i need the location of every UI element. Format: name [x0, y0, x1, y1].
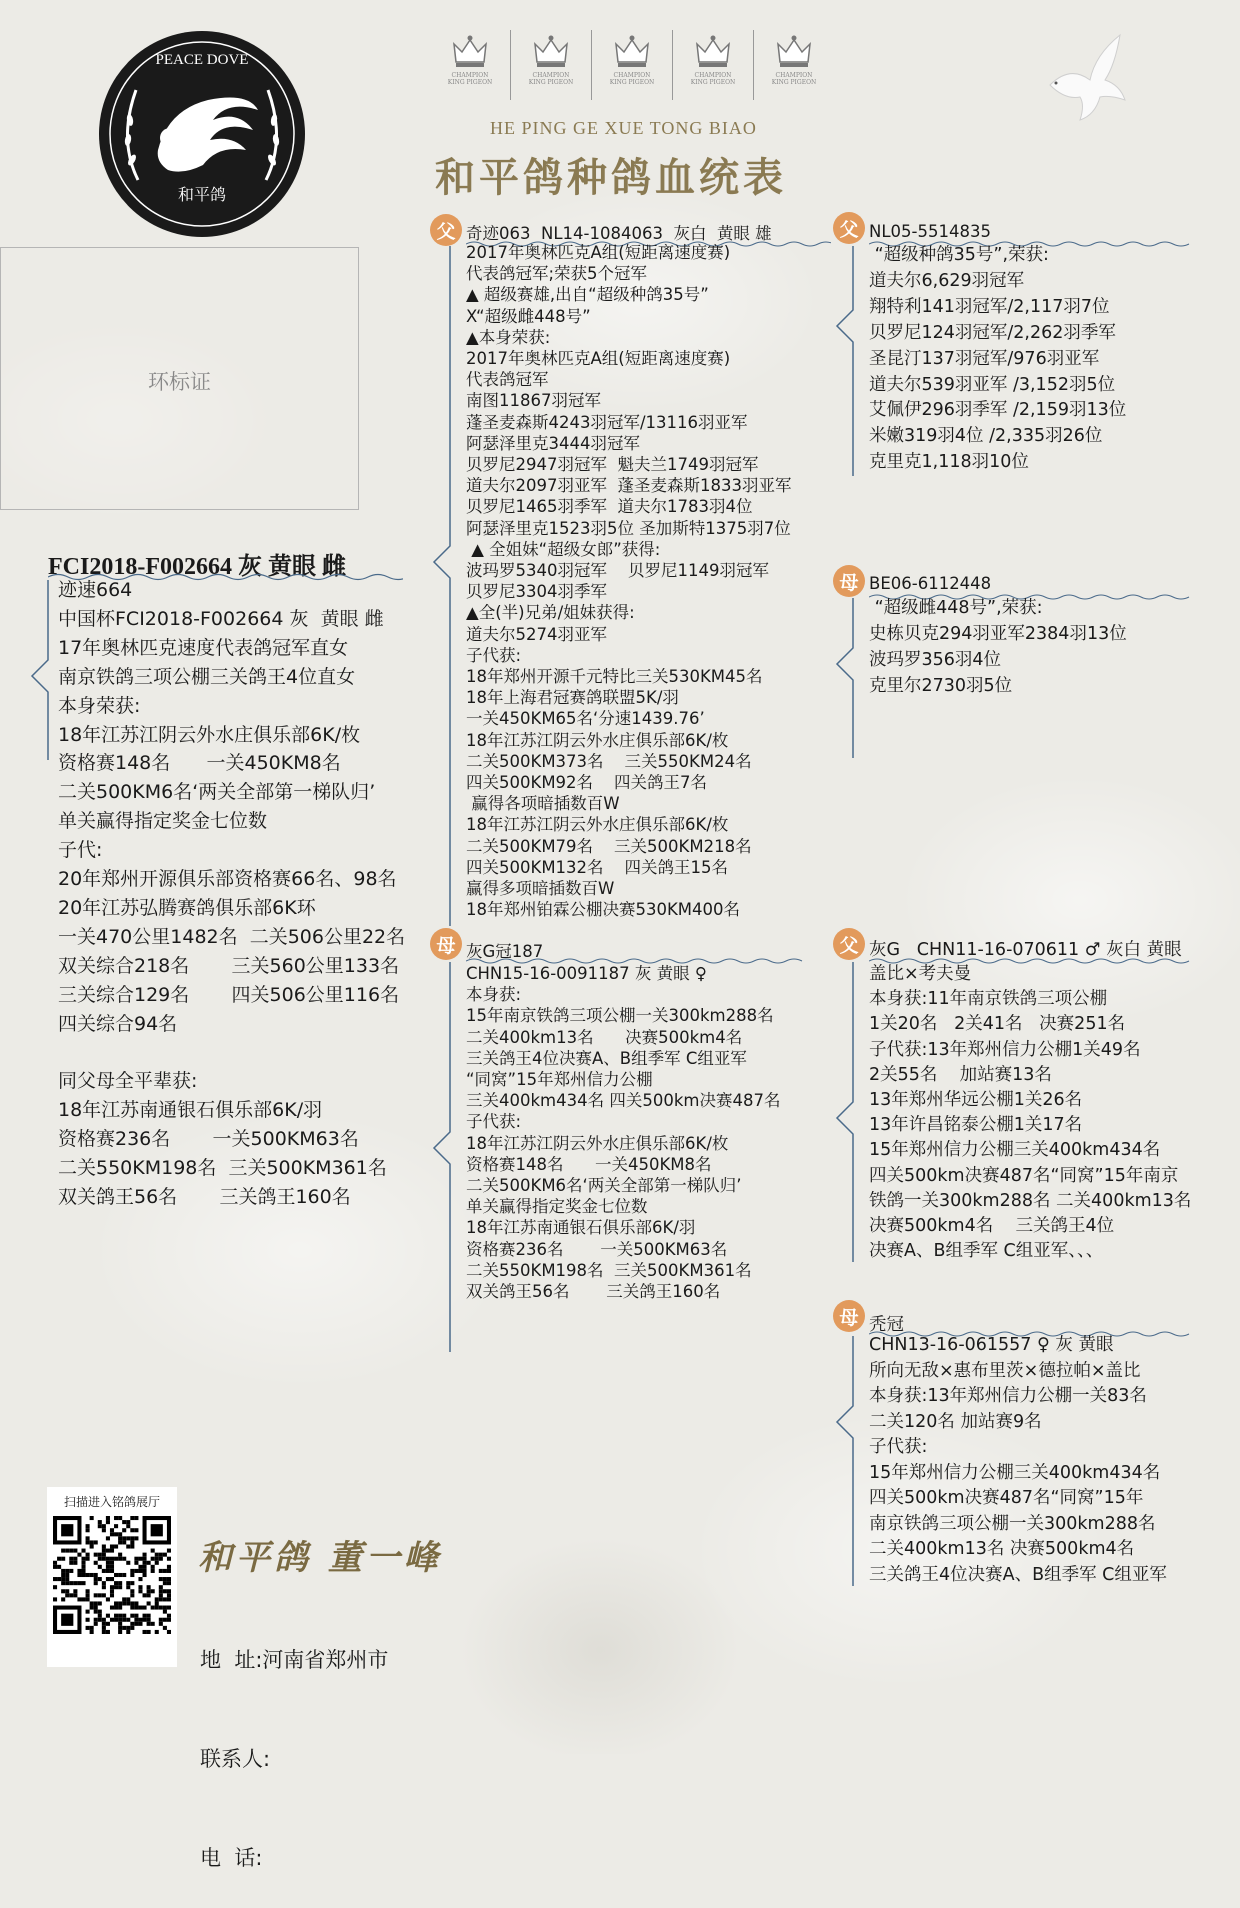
dam-sire-badge: 父 — [833, 928, 865, 960]
detail-line: “超级种鸽35号”,荣获: — [869, 245, 1049, 265]
bracket-line — [831, 246, 861, 476]
detail-line: 二关500KM79名 三关500KM218名 — [466, 836, 752, 856]
sire-sire-details — [869, 243, 1126, 476]
detail-line: 四关综合94名 — [58, 1012, 178, 1035]
detail-line: “超级雌448号”,荣获: — [869, 598, 1043, 618]
detail-line: 2017年奥林匹克A组(短距离速度赛) — [466, 349, 731, 369]
detail-line: 17年奥林匹克速度代表鸽冠军直女 — [58, 636, 349, 659]
sire-sire-title: NL05-5514835 — [869, 222, 991, 241]
detail-line: 18年上海君冠赛鸽联盟5K/羽 — [466, 688, 679, 708]
bracket-line — [28, 580, 58, 760]
detail-line: 18年江苏江阴云外水庄俱乐部6K/枚 — [466, 730, 729, 750]
detail-line: 贝罗尼2947羽冠军 魁夫兰1749羽冠军 — [466, 455, 759, 475]
detail-line: X“超级雌448号” — [466, 306, 591, 326]
detail-line: 圣昆汀137羽冠军/976羽亚军 — [869, 348, 1100, 369]
detail-line: 双关鸽王56名 三关鸽王160名 — [466, 1282, 721, 1302]
detail-line: 贝罗尼124羽冠军/2,262羽季军 — [869, 322, 1116, 343]
detail-line: 15年郑州信力公棚三关400km434名 — [869, 1140, 1161, 1161]
crown-icon: CHAMPION KING PIGEON — [754, 30, 834, 100]
detail-line: “同窝”15年郑州信力公棚 — [466, 1070, 653, 1090]
detail-line: ▲ 全姐妹“超级女郎”获得: — [466, 539, 661, 559]
detail-line: 南京铁鸽三项公棚一关300km288名 — [869, 1513, 1156, 1534]
detail-line: 二关500KM6名‘两关全部第一梯队归’ — [466, 1176, 742, 1196]
crown-icon: CHAMPION KING PIGEON — [592, 30, 673, 100]
detail-line: 盖比×考夫曼 — [869, 964, 972, 984]
detail-line: 子代获:13年郑州信力公棚1关49名 — [869, 1039, 1141, 1060]
detail-line: 四关500KM132名 四关鸽王15名 — [466, 857, 729, 877]
contact-person-line: 联系人: — [200, 1747, 271, 1771]
detail-line: 决赛500km4名 三关鸽王4位 — [869, 1216, 1115, 1237]
detail-line: 2017年奥林匹克A组(短距离速度赛) — [466, 243, 731, 262]
detail-line: 2关55名 加站赛13名 — [869, 1064, 1052, 1085]
detail-line: 双关鸽王56名 三关鸽王160名 — [58, 1186, 351, 1209]
detail-line: 所向无敌×惠布里茨×德拉帕×盖比 — [869, 1360, 1141, 1381]
detail-line: 二关400km13名 决赛500km4名 — [869, 1539, 1135, 1559]
detail-line: CHN15-16-0091187 灰 黄眼 ♀ — [466, 964, 707, 983]
bracket-line — [831, 598, 861, 758]
detail-line: 南图11867羽冠军 — [466, 391, 601, 411]
detail-line: 双关综合218名 三关560公里133名 — [58, 954, 400, 977]
detail-line: 贝罗尼3304羽季军 — [466, 582, 607, 602]
detail-line: 单关赢得指定奖金七位数 — [466, 1197, 648, 1217]
detail-line: 道夫尔5274羽亚军 — [466, 624, 607, 644]
detail-line: 决赛A、B组季军 C组亚军、、、 — [869, 1241, 1104, 1262]
detail-line: 18年郑州开源千元特比三关530KM45名 — [466, 667, 763, 687]
page-title: 和平鸽种鸽血统表 — [435, 154, 787, 201]
detail-line: 中国杯FCI2018-F002664 灰 黄眼 雌 — [58, 607, 384, 630]
detail-line: 18年江苏江阴云外水庄俱乐部6K/枚 — [466, 1133, 729, 1153]
detail-line — [58, 1039, 405, 1068]
sire-dam-badge: 母 — [833, 565, 865, 597]
detail-line: 20年郑州开源俱乐部资格赛66名、98名 — [58, 868, 397, 891]
detail-line: 本身获:11年南京铁鸽三项公棚 — [869, 989, 1108, 1010]
detail-line: 铁鸽一关300km288名 二关400km13名 — [869, 1190, 1192, 1211]
detail-line: 单关赢得指定奖金七位数 — [58, 810, 268, 833]
detail-line: 二关120名 加站赛9名 — [869, 1411, 1042, 1432]
detail-line: CHN13-16-061557 ♀ 灰 黄眼 — [869, 1335, 1114, 1355]
detail-line: 15年郑州信力公棚三关400km434名 — [869, 1462, 1161, 1483]
detail-line: 13年郑州华远公棚1关26名 — [869, 1090, 1083, 1111]
dam-details — [466, 963, 780, 1302]
peace-dove-logo — [98, 30, 306, 238]
dam-dam-details — [869, 1333, 1167, 1588]
detail-line: 18年江苏江阴云外水庄俱乐部6K/枚 — [58, 723, 361, 746]
crown-icon: CHAMPION KING PIGEON — [430, 30, 511, 100]
detail-line: 阿瑟泽里克3444羽冠军 — [466, 433, 640, 453]
detail-line: 1关20名 2关41名 决赛251名 — [869, 1014, 1126, 1035]
sire-dam-details — [869, 596, 1127, 700]
title-pinyin: HE PING GE XUE TONG BIAO — [490, 118, 757, 138]
detail-line: 艾佩伊296羽季军 /2,159羽13位 — [869, 400, 1127, 421]
detail-line: 二关550KM198名 三关500KM361名 — [58, 1157, 387, 1180]
detail-line: 代表鸽冠军 — [466, 370, 549, 390]
bracket-line — [831, 1336, 861, 1586]
detail-line: 18年江苏南通银石俱乐部6K/羽 — [466, 1218, 696, 1238]
main-bird-details — [58, 576, 405, 1212]
sire-details — [466, 242, 791, 921]
dam-dam-badge: 母 — [833, 1300, 865, 1332]
detail-line: 南京铁鸽三项公棚三关鸽王4位直女 — [58, 665, 356, 688]
qr-caption: 扫描进入铭鸽展厅 — [63, 1495, 160, 1509]
detail-line: 四关500KM92名 四关鸽王7名 — [466, 773, 708, 793]
detail-line: 三关鸽王4位决赛A、B组季军 C组亚军 — [869, 1564, 1167, 1585]
detail-line: 道夫尔539羽亚军 /3,152羽5位 — [869, 374, 1116, 395]
detail-line: 三关综合129名 四关506公里116名 — [58, 983, 400, 1006]
detail-line: 贝罗尼1465羽季军 道夫尔1783羽4位 — [466, 497, 753, 517]
detail-line: 三关400km434名 四关500km决赛487名 — [466, 1091, 781, 1111]
sire-dam-title: BE06-6112448 — [869, 574, 992, 593]
detail-line: 18年郑州铂霖公棚决赛530KM400名 — [466, 900, 741, 920]
detail-line: 波玛罗356羽4位 — [869, 649, 1002, 670]
detail-line: 一关450KM65名‘分速1439.76’ — [466, 709, 705, 729]
ring-certificate-label: 环标证 — [148, 370, 211, 394]
detail-line: 本身获: — [466, 985, 522, 1005]
detail-line: 一关470公里1482名 二关506公里22名 — [58, 925, 406, 948]
crown-icon: CHAMPION KING PIGEON — [673, 30, 754, 100]
phone-line: 电 话: — [200, 1846, 263, 1870]
svg-text:PEACE DOVE: PEACE DOVE — [155, 52, 249, 68]
sire-title: 奇迹063 NL14-1084063 灰白 黄眼 雄 — [466, 224, 772, 243]
detail-line: 道夫尔6,629羽冠军 — [869, 270, 1025, 291]
detail-line: 子代获: — [466, 1112, 522, 1132]
detail-line: 18年江苏南通银石俱乐部6K/羽 — [58, 1099, 323, 1122]
sire-badge: 父 — [430, 214, 462, 246]
main-bird-heading: FCI2018-F002664 灰 黄眼 雌 — [48, 554, 346, 580]
detail-line: 本身荣获: — [58, 694, 141, 717]
detail-line: 13年许昌铭泰公棚1关17名 — [869, 1115, 1083, 1136]
bracket-line — [428, 962, 458, 1352]
detail-line: ▲ 超级赛雄,出自“超级种鸽35号” — [466, 285, 709, 305]
detail-line: ▲全(半)兄弟/姐妹获得: — [466, 603, 635, 623]
detail-line: 四关500km决赛487名“同窝”15年南京 — [869, 1165, 1179, 1186]
detail-line: 本身获:13年郑州信力公棚一关83名 — [869, 1386, 1147, 1406]
ring-certificate-box — [0, 247, 359, 510]
detail-line: 二关550KM198名 三关500KM361名 — [466, 1260, 752, 1280]
detail-line: 二关500KM373名 三关550KM24名 — [466, 751, 752, 771]
detail-line: 子代: — [58, 839, 103, 862]
detail-line: 史栋贝克294羽亚军2384羽13位 — [869, 623, 1127, 644]
champion-crowns — [430, 30, 835, 100]
dam-sire-title: 灰G CHN11-16-070611 ♂ 灰白 黄眼 — [869, 940, 1182, 960]
detail-line: 资格赛148名 一关450KM8名 — [466, 1154, 712, 1174]
qr-code-icon — [53, 1516, 171, 1634]
contact-info — [200, 1578, 388, 1908]
sire-sire-badge: 父 — [833, 212, 865, 244]
detail-line: 克里克1,118羽10位 — [869, 452, 1029, 473]
detail-line: 道夫尔2097羽亚军 蓬圣麦森斯1833羽亚军 — [466, 476, 792, 496]
dove-icon — [1040, 25, 1130, 125]
detail-line: 20年江苏弘腾赛鸽俱乐部6K环 — [58, 896, 316, 919]
detail-line: 蓬圣麦森斯4243羽冠军/13116羽亚军 — [466, 412, 748, 432]
qr-code-panel[interactable] — [47, 1487, 177, 1667]
svg-text:和平鸽: 和平鸽 — [177, 185, 227, 204]
detail-line: 三关鸽王4位决赛A、B组季军 C组亚军 — [466, 1048, 747, 1068]
detail-line: 子代获: — [466, 645, 522, 665]
detail-line: 二关500KM6名‘两关全部第一梯队归’ — [58, 781, 376, 804]
detail-line: 迹速664 — [58, 579, 133, 601]
detail-line: 阿瑟泽里克1523羽5位 圣加斯特1375羽7位 — [466, 518, 791, 538]
bracket-line — [831, 962, 861, 1262]
dam-dam-title: 秃冠 — [869, 1315, 904, 1335]
crown-icon: CHAMPION KING PIGEON — [511, 30, 592, 100]
dam-title: 灰G冠187 — [466, 942, 544, 961]
address-line: 地 址:河南省郑州市 — [200, 1648, 389, 1672]
detail-line: 代表鸽冠军;荣获5个冠军 — [466, 264, 648, 284]
detail-line: 资格赛236名 一关500KM63名 — [58, 1128, 359, 1151]
detail-line: 子代获: — [869, 1437, 928, 1457]
detail-line: 资格赛148名 一关450KM8名 — [58, 752, 341, 775]
detail-line: 赢得多项暗插数百W — [466, 879, 615, 899]
detail-line: 15年南京铁鸽三项公棚一关300km288名 — [466, 1006, 774, 1026]
signature: 和平鸽 董一峰 — [198, 1538, 442, 1578]
bracket-line — [428, 246, 458, 926]
detail-line: 18年江苏江阴云外水庄俱乐部6K/枚 — [466, 815, 729, 835]
detail-line: 克里尔2730羽5位 — [869, 675, 1013, 696]
detail-line: 米嫩319羽4位 /2,335羽26位 — [869, 426, 1103, 447]
detail-line: 资格赛236名 一关500KM63名 — [466, 1239, 728, 1259]
dam-sire-details — [869, 962, 1191, 1264]
detail-line: 波玛罗5340羽冠军 贝罗尼1149羽冠军 — [466, 561, 769, 581]
detail-line: 翔特利141羽冠军/2,117羽7位 — [869, 296, 1110, 317]
detail-line: 同父母全平辈获: — [58, 1070, 198, 1093]
detail-line: 二关400km13名 决赛500km4名 — [466, 1027, 743, 1047]
dam-badge: 母 — [430, 928, 462, 960]
detail-line: 四关500km决赛487名“同窝”15年 — [869, 1488, 1144, 1508]
detail-line: ▲本身荣获: — [466, 327, 551, 347]
detail-line: 赢得各项暗插数百W — [466, 794, 620, 814]
